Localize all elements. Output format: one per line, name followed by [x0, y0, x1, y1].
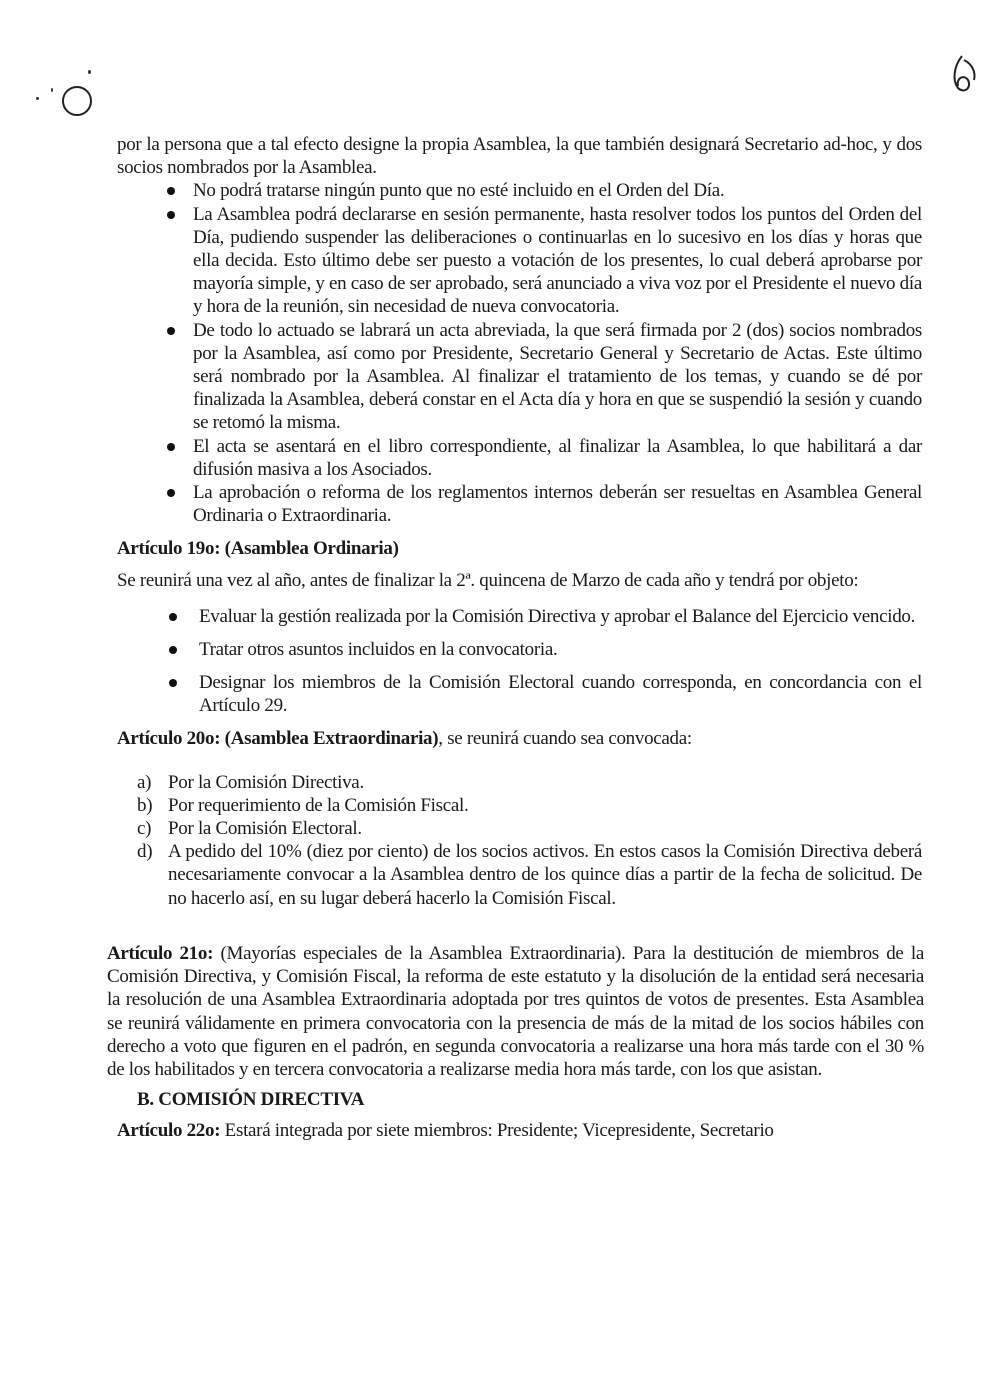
list-label: a): [137, 771, 152, 793]
article-22-paragraph: [117, 1119, 922, 1142]
assembly-rules-list: [117, 179, 922, 527]
article-19-heading: Artículo 19o: (Asamblea Ordinaria): [117, 538, 399, 560]
scan-speck: [88, 70, 91, 74]
list-text: Por la Comisión Directiva.: [168, 771, 364, 793]
list-label: d): [137, 841, 153, 863]
list-item: [137, 771, 922, 794]
article-20-title: Artículo 20o: (Asamblea Extraordinaria): [117, 728, 439, 750]
list-item: La aprobación o reforma de los reglamentos internos deberán ser resueltas en Asamblea General Ordinaria o Extraordinaria.: [193, 482, 922, 527]
article-22-body: Estará integrada por siete miembros: Presidente; Vicepresidente, Secretario: [220, 1120, 774, 1142]
list-text: A pedido del 10% (diez por ciento) de los socios activos. En estos casos la Comisión Directiva deberá necesariamente convocar a la Asamblea dentro de los quince días a partir de la fecha de solicitud. De no hacerlo así, en su lugar deberá hacerlo la Comisión Fiscal.: [168, 841, 922, 909]
section-b-heading: B. COMISIÓN DIRECTIVA: [137, 1089, 365, 1111]
article-22-title: Artículo 22o:: [117, 1120, 221, 1142]
handwritten-page-number: [950, 52, 980, 98]
list-item: Tratar otros asuntos incluidos en la convocatoria.: [199, 638, 922, 661]
article-21-title: Artículo 21o:: [107, 942, 214, 964]
article-20-intro: , se reunirá cuando sea convocada:: [438, 728, 692, 750]
scan-speck: [51, 88, 53, 92]
list-text: Por requerimiento de la Comisión Fiscal.: [168, 794, 469, 816]
article-19-list: [117, 605, 922, 718]
article-20-list: [117, 771, 922, 910]
hole-punch-circle-mark: [62, 86, 92, 116]
list-item: [137, 794, 922, 817]
list-item: Designar los miembros de la Comisión Electoral cuando corresponda, en concordancia con el Artículo 29.: [199, 672, 922, 717]
list-label: c): [137, 818, 152, 840]
list-item: Evaluar la gestión realizada por la Comisión Directiva y aprobar el Balance del Ejercicio vencido.: [199, 605, 922, 628]
list-item: No podrá tratarse ningún punto que no esté incluido en el Orden del Día.: [193, 179, 922, 202]
list-item: La Asamblea podrá declararse en sesión permanente, hasta resolver todos los puntos del Orden del Día, pudiendo suspender las deliberaciones o continuarlas en lo sucesivo en los días y horas que ella decida. Esto último debe ser puesto a votación de los presentes, lo cual deberá aprobarse por mayoría simple, y en caso de ser aprobado, será anunciado a viva voz por el Presidente el nuevo día y hora de la reunión, sin necesidad de nueva convocatoria.: [193, 203, 922, 318]
article-21-body: (Mayorías especiales de la Asamblea Extraordinaria). Para la destitución de miembros de la Comisión Directiva, y Comisión Fiscal, la reforma de este estatuto y la disolución de la entidad será necesaria la resolución de una Asamblea Extraordinaria adoptada por tres quintos de votos de presentes. Esta Asamblea se reunirá válidamente en primera convocatoria con la presencia de más de la mitad de los socios hábiles con derecho a voto que figuren en el padrón, en segunda convocatoria a realizarse una hora más tarde con el 30 % de los habilitados y en tercera convocatoria a realizarse media hora más tarde, con los que asistan.: [107, 942, 924, 1080]
scan-speck: [36, 97, 39, 100]
article-20-heading: [117, 727, 922, 750]
document-page: [107, 133, 924, 1142]
list-item: De todo lo actuado se labrará un acta abreviada, la que será firmada por 2 (dos) socios nombrados por la Asamblea, así como por Presidente, Secretario General y Secretario de Actas. Este último será nombrado por la Asamblea. Al finalizar el tratamiento de los temas, y cuando se dé por finalizada la Asamblea, deberá constar en el Acta día y hora en que se suspendió la sesión y cuando se retomó la misma.: [193, 319, 922, 434]
intro-paragraph: por la persona que a tal efecto designe la propia Asamblea, la que también designará Secretario ad-hoc, y dos socios nombrados por la Asamblea.: [117, 134, 922, 179]
article-21-paragraph: [107, 942, 924, 1081]
list-item: [137, 817, 922, 840]
article-19-body: Se reunirá una vez al año, antes de finalizar la 2ª. quincena de Marzo de cada año y tendrá por objeto:: [117, 570, 859, 592]
list-label: b): [137, 794, 153, 816]
list-item: [137, 840, 922, 910]
list-item: El acta se asentará en el libro correspondiente, al finalizar la Asamblea, lo que habilitará a dar difusión masiva a los Asociados.: [193, 435, 922, 480]
list-text: Por la Comisión Electoral.: [168, 818, 362, 840]
